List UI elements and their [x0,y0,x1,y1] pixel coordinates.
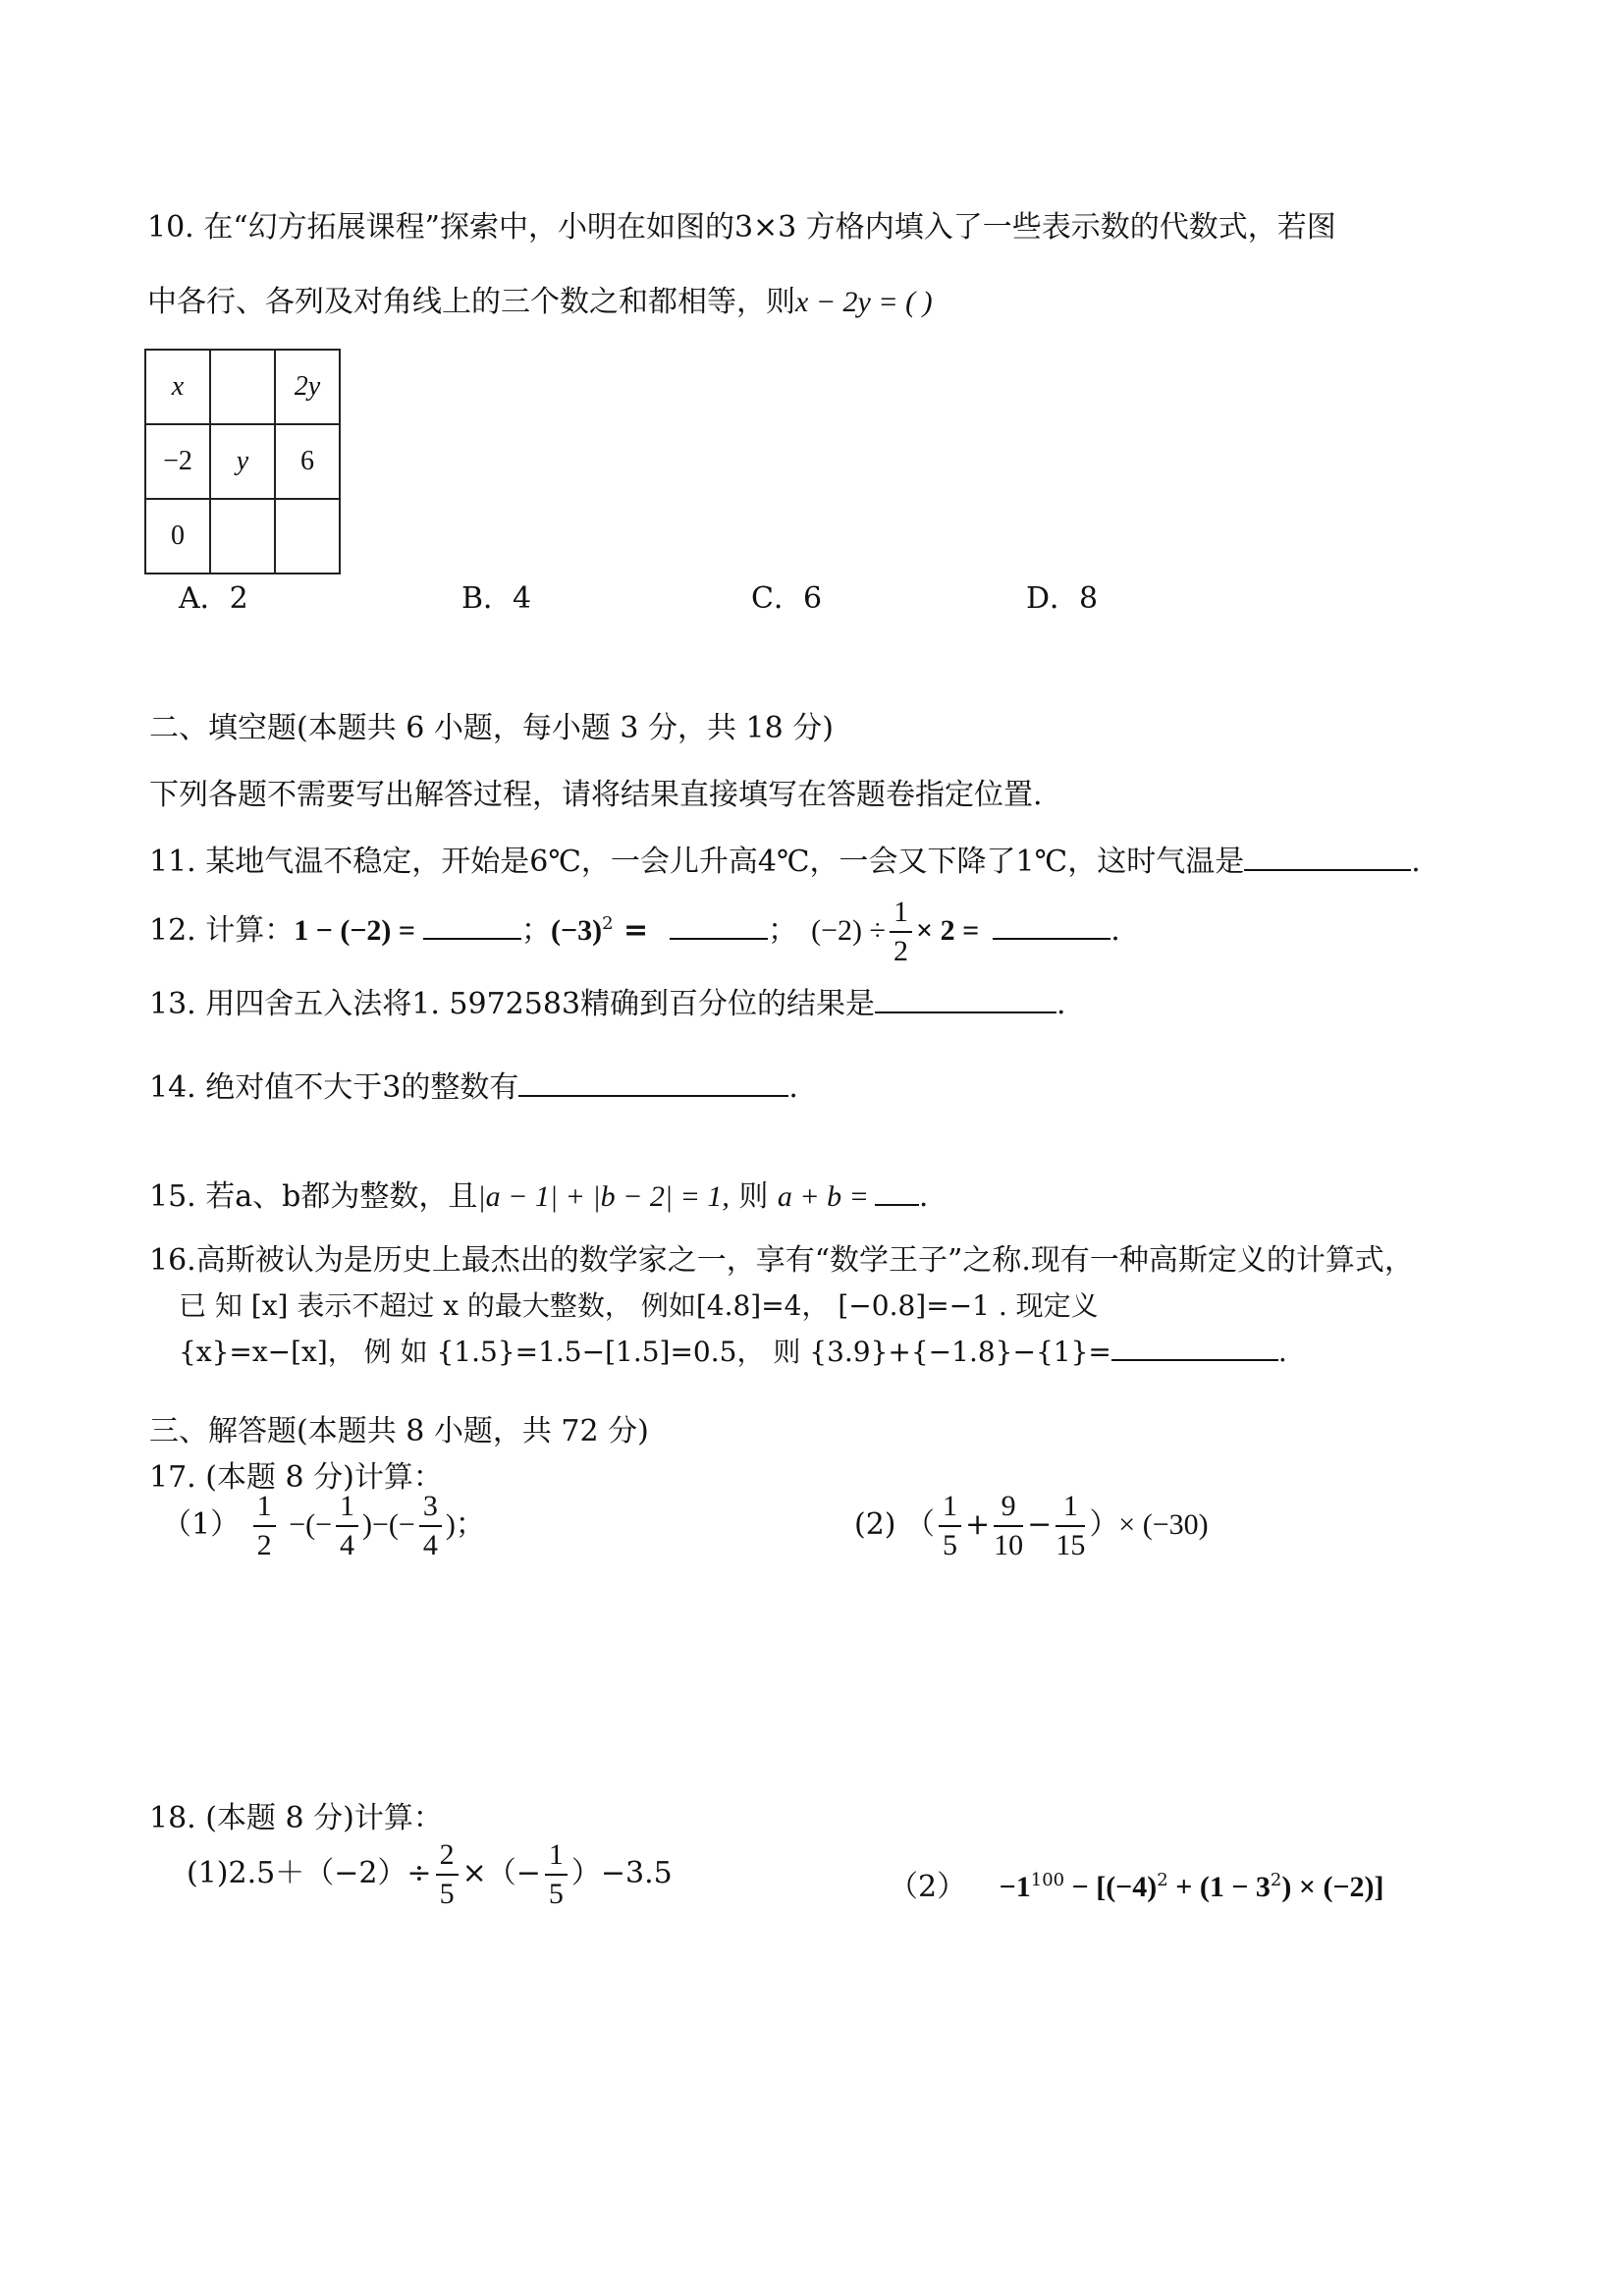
q18-part-2 [889,1861,1384,1907]
q18-p1-mid: ×（− [461,1856,541,1890]
section2-title: 二、填空题(本题共 6 小题，每小题 3 分，共 18 分) [149,711,834,745]
q12-sep-2: ； [768,913,798,948]
q18-part-1 [187,1836,673,1913]
q18-p2-c: + (1 − 3 [1167,1871,1271,1903]
q18-title: 18. (本题 8 分)计算： [149,1801,443,1835]
q16-text-1: 高斯被认为是历史上最杰出的数学家之一，享有“数学王子”之称.现有一种高斯定义的计算式， [195,1243,1414,1278]
q10-line1 [147,208,1336,247]
q12 [149,894,1120,970]
fraction: $\frac{1}{5}$ [939,1488,961,1564]
q15-expression: |a − 1| + |b − 2| = 1, [477,1180,730,1213]
q18-p2-b: − [(−4) [1064,1871,1158,1903]
q10-option-d: D．8 [1026,581,1099,616]
answer-blank[interactable] [875,1175,919,1206]
section3-title: 三、解答题(本题共 8 小题，共 72 分) [149,1414,649,1448]
section2-instruction: 下列各题不需要写出解答过程，请将结果直接填写在答题卷指定位置. [149,778,1043,812]
q17-p2-label: (2) （ [854,1507,936,1542]
q18-p2-b-sup: 2 [1157,1870,1168,1890]
q11-end: . [1411,845,1421,879]
q18-p1-end: ）−3.5 [570,1856,673,1890]
q13-text: 用四舍五入法将1. 5972583精确到百分位的结果是 [205,987,876,1021]
q11 [149,840,1421,882]
q14-text: 绝对值不大于3的整数有 [205,1070,519,1105]
q15 [149,1175,928,1217]
q15-number: 15. [149,1179,196,1214]
q15-then: 则 [729,1179,778,1214]
fraction-denominator: 2 [893,935,909,967]
grid-cell [210,499,275,574]
grid-cell: 0 [145,499,210,574]
answer-blank[interactable] [993,908,1110,940]
answer-blank[interactable] [1111,1330,1278,1361]
q18-p2-d: ) × (−2)] [1281,1871,1384,1903]
q16-line1 [149,1241,1414,1281]
q10-expression: x − 2y = ( ) [795,286,933,318]
q17-title: 17. (本题 8 分)计算： [149,1460,443,1495]
q17-part-2: (2) （ $\frac{1}{5}$ + $\frac{9}{10}$ − $\frac{1}{15}$ ）× (−30) [854,1488,1209,1564]
q13 [149,982,1066,1024]
q18-p2-a: −1 [999,1871,1031,1903]
answer-blank[interactable] [518,1066,788,1097]
q18-p2-label: （2） [889,1870,967,1904]
q12-lead: 12. 计算： [149,913,295,948]
q12-fraction [890,894,912,970]
q12-expr-2-eq: = [613,913,649,948]
grid-cell: −2 [145,424,210,499]
q13-end: . [1056,987,1066,1021]
q15-end: . [918,1179,929,1214]
q10-text-2: 中各行、各列及对角线上的三个数之和都相等，则 [147,285,795,319]
q15-expression-2: a + b = [777,1180,869,1213]
q12-expr-3-post: × 2 = [916,914,980,947]
q14 [149,1066,798,1108]
fraction: $\frac{2}{5}$ [436,1836,459,1913]
q11-number: 11. [149,845,196,879]
q10-line2 [147,283,933,322]
grid-cell: x [145,350,210,424]
q13-number: 13. [149,987,196,1021]
q18-p1-label: (1)2.5＋（−2）÷ [187,1856,432,1890]
q16-line2: 已 知 [x] 表示不超过 x 的最大整数， 例如[4.8]=4， [−0.8]=−1 . 现定义 [179,1289,1099,1322]
q10-text: 在“幻方拓展课程”探索中，小明在如图的3×3 方格内填入了一些表示数的代数式，若图 [203,210,1336,245]
answer-blank[interactable] [1244,840,1411,871]
grid-cell [210,350,275,424]
q16-text-3: {x}=x−[x]， 例 如 {1.5}=1.5−[1.5]=0.5， 则 {3.9}+{−1.8}−{1}= [179,1336,1111,1368]
q17-p1-label: （1） [162,1507,241,1542]
grid-cell [275,499,340,574]
q12-expr-2-sup: 2 [602,913,614,934]
q16-line3 [179,1330,1287,1372]
grid-cell: 6 [275,424,340,499]
magic-square-grid [144,349,341,574]
q10-option-c: C．6 [751,581,823,616]
fraction: $\frac{1}{5}$ [545,1836,568,1913]
q12-expr-3-pre: (−2) ÷ [811,914,887,947]
q10-number: 10. [147,210,194,245]
q10-option-b: B．4 [461,581,532,616]
q12-sep-1: ； [521,913,552,948]
grid-cell: 2y [275,350,340,424]
answer-blank[interactable] [423,908,521,940]
q12-expr-1: 1 − (−2) = [294,914,416,947]
q10-option-a: A．2 [179,581,248,616]
q14-end: . [788,1070,798,1105]
fraction: $\frac{1}{2}$ [253,1488,276,1564]
fraction: $\frac{9}{10}$ [994,1490,1024,1561]
q12-expr-2: (−3) [551,914,603,947]
q18-p2-a-sup: 100 [1030,1870,1065,1890]
q16-number: 16. [149,1243,196,1278]
answer-blank[interactable] [875,982,1056,1013]
fraction: $\frac{1}{15}$ [1056,1490,1086,1561]
q15-text: 若a、b都为整数，且 [205,1179,478,1214]
q16-end: . [1277,1336,1287,1368]
answer-blank[interactable] [670,908,768,940]
fraction: $\frac{1}{4}$ [336,1488,358,1564]
q14-number: 14. [149,1070,196,1105]
fraction-numerator: 1 [890,894,912,933]
q11-text: 某地气温不稳定，开始是6℃，一会儿升高4℃，一会又下降了1℃，这时气温是 [205,845,1245,879]
q17-part-1: （1） $\frac{1}{2}$ −(− $\frac{1}{4}$ )−(− $\frac{3}{4}$ )； [162,1488,485,1564]
q12-end: . [1110,913,1120,948]
grid-cell: y [210,424,275,499]
q18-p2-c-sup: 2 [1270,1870,1282,1890]
fraction: $\frac{3}{4}$ [419,1488,442,1564]
q17-p2-end: ）× (−30) [1089,1508,1209,1541]
